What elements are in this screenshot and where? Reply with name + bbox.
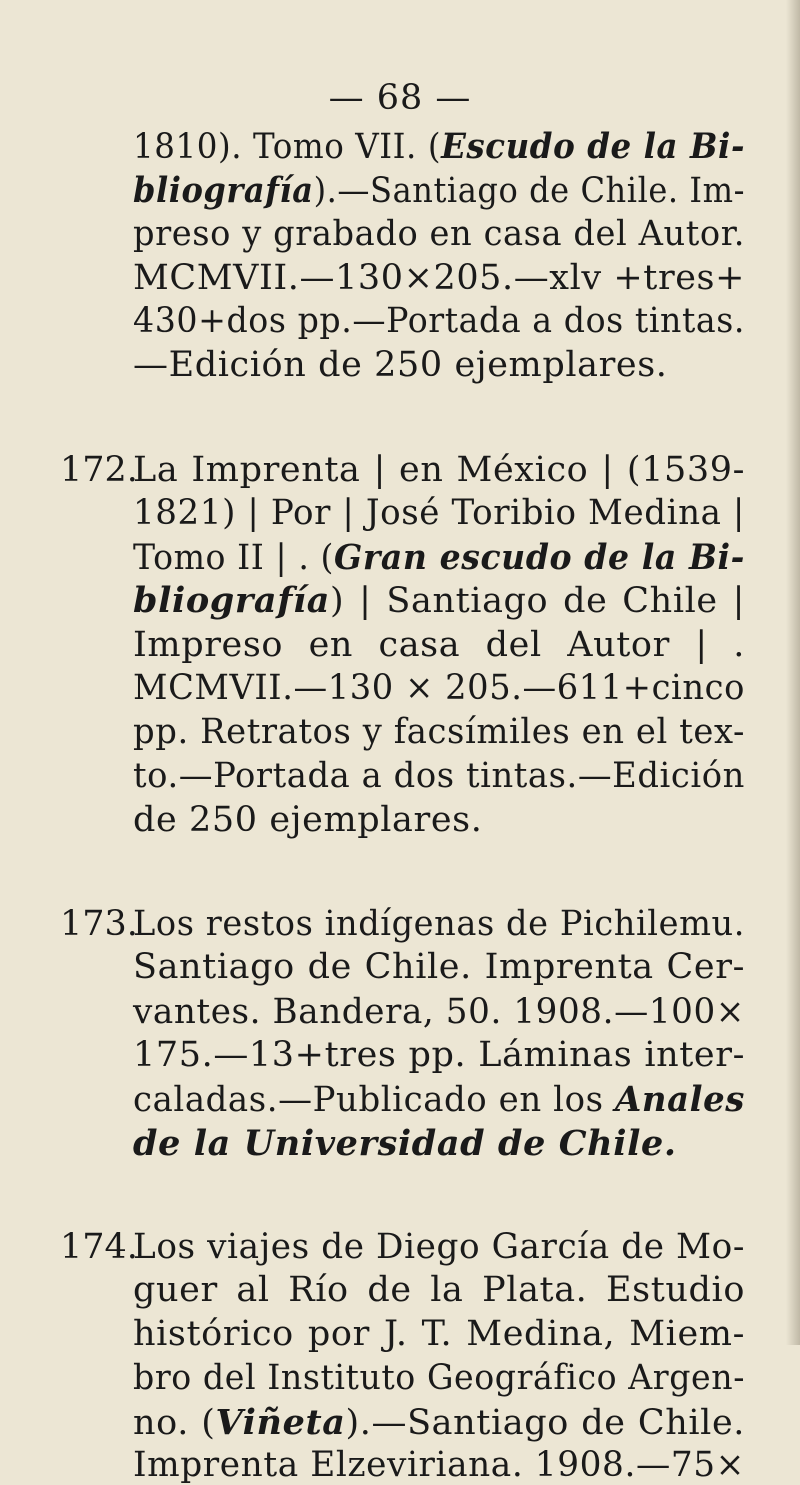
text-line: Impreso en casa del Autor | .: [133, 625, 745, 665]
text-line: MCMVII.—130×205.—xlv +tres+: [133, 258, 745, 298]
text-line: de 250 ejemplares.: [133, 800, 483, 840]
text-line: Imprenta Elzeviriana. 1908.—75×: [133, 1445, 745, 1485]
entry-number: 174.: [60, 1227, 138, 1267]
text-line: MCMVII.—130 × 205.—611+cinco: [133, 668, 745, 708]
text-line: 1810). Tomo VII. (Escudo de la Bi-: [133, 126, 745, 167]
page-number: — 68 —: [328, 78, 472, 118]
text-line: 175.—13+tres pp. Láminas inter-: [133, 1035, 745, 1075]
text-line: histórico por J. T. Medina, Miem-: [133, 1314, 745, 1354]
text-line: vantes. Bandera, 50. 1908.—100×: [133, 992, 745, 1032]
page-edge-shadow: [786, 0, 800, 1345]
text-line: caladas.—Publicado en los Anales: [133, 1079, 745, 1120]
text-line: 430+dos pp.—Portada a dos tintas.: [133, 301, 745, 341]
text-line: La Imprenta | en México | (1539-: [133, 450, 745, 490]
text-line: bro del Instituto Geográfico Argen-: [133, 1358, 745, 1398]
text-line: —Edición de 250 ejemplares.: [133, 345, 668, 385]
text-line: Los viajes de Diego García de Mo-: [133, 1227, 745, 1267]
text-line: bliografía).—Santiago de Chile. Im-: [133, 170, 745, 211]
text-line: Los restos indígenas de Pichilemu.: [133, 904, 745, 944]
entry-number: 173.: [60, 904, 138, 944]
text-line: Tomo II | . (Gran escudo de la Bi-: [133, 537, 745, 578]
text-line: de la Universidad de Chile.: [133, 1123, 677, 1164]
text-line: no. (Viñeta).—Santiago de Chile.: [133, 1402, 745, 1443]
text-line: Santiago de Chile. Imprenta Cer-: [133, 947, 745, 987]
text-line: bliografía) | Santiago de Chile |: [133, 580, 745, 621]
text-line: to.—Portada a dos tintas.—Edición: [133, 756, 745, 796]
text-line: guer al Río de la Plata. Estudio: [133, 1270, 745, 1310]
text-line: 1821) | Por | José Toribio Medina |: [133, 493, 745, 533]
text-line: pp. Retratos y facsímiles en el tex-: [133, 712, 745, 752]
text-line: preso y grabado en casa del Autor.: [133, 214, 745, 254]
entry-number: 172.: [60, 450, 138, 490]
